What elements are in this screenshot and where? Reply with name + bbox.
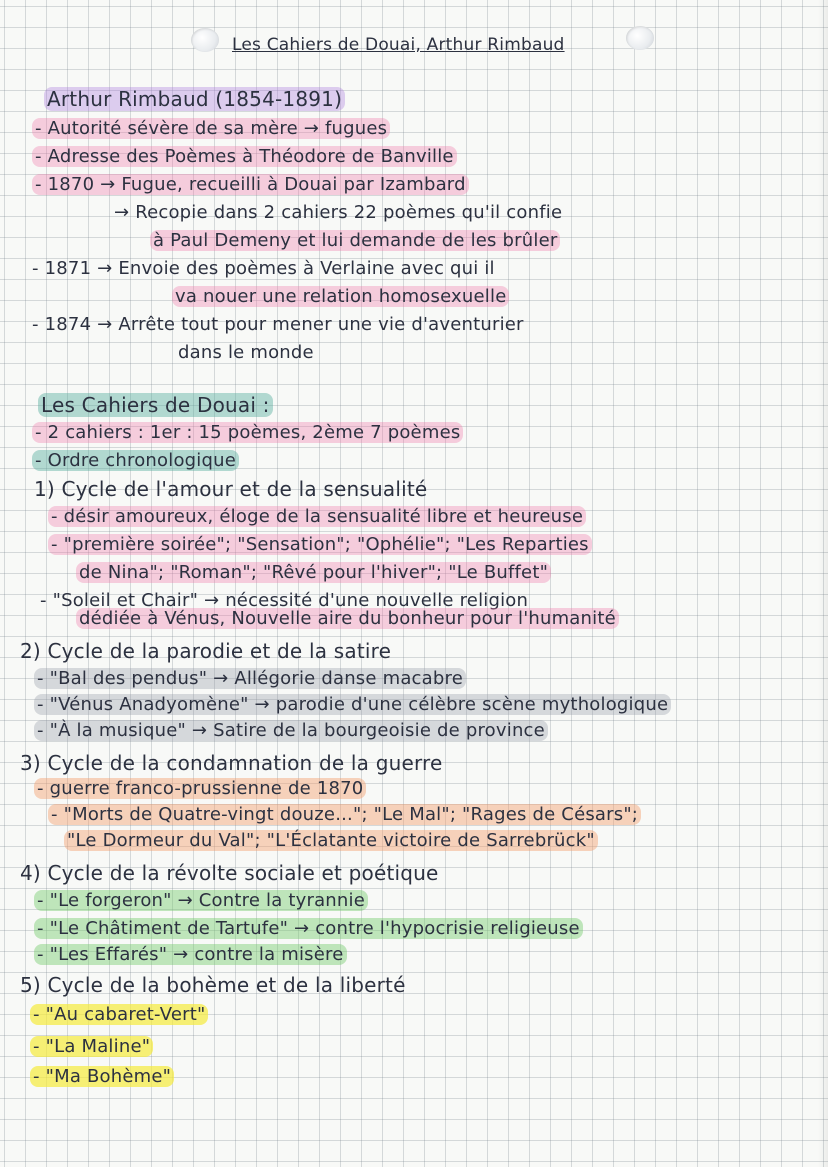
cycle-3-line-2 bbox=[48, 804, 641, 826]
cahiers-item-2 bbox=[32, 450, 239, 472]
cycle-3-heading-text: 3) Cycle de la condamnation de la guerre bbox=[20, 751, 443, 775]
cycle-5-line-1-text: - "Au cabaret-Vert" bbox=[30, 1004, 208, 1025]
cycle-4-line-3 bbox=[34, 944, 347, 966]
bio-item-6-text: - 1871 → Envoie des poèmes à Verlaine avec qui il bbox=[32, 258, 495, 279]
bio-item-5-text: à Paul Demeny et lui demande de les brûler bbox=[150, 230, 560, 251]
bio-item-2 bbox=[32, 146, 457, 168]
cycle-5-heading bbox=[20, 974, 406, 996]
bio-item-2-text: - Adresse des Poèmes à Théodore de Banville bbox=[32, 146, 457, 167]
cycle-1-line-1-text: - désir amoureux, éloge de la sensualité libre et heureuse bbox=[48, 506, 586, 527]
cycle-2-line-1-text: - "Bal des pendus" → Allégorie danse macabre bbox=[34, 668, 466, 689]
cycle-2-heading-text: 2) Cycle de la parodie et de la satire bbox=[20, 639, 392, 663]
cycle-2-line-2 bbox=[34, 694, 671, 716]
cycle-3-line-1 bbox=[34, 778, 366, 800]
cycle-1-line-3 bbox=[76, 562, 551, 584]
cycle-3-line-3-text: "Le Dormeur du Val"; "L'Éclatante victoire de Sarrebrück" bbox=[64, 830, 598, 851]
cycle-4-heading-text: 4) Cycle de la révolte sociale et poétique bbox=[20, 861, 439, 885]
cycle-2-line-3-text: - "À la musique" → Satire de la bourgeoisie de province bbox=[34, 720, 548, 741]
cycle-2-heading bbox=[20, 640, 391, 662]
bio-item-3-text: - 1870 → Fugue, recueilli à Douai par Izambard bbox=[32, 174, 469, 195]
cycle-2-line-2-text: - "Vénus Anadyomène" → parodie d'une célèbre scène mythologique bbox=[34, 694, 671, 715]
cycle-1-line-3-text: de Nina"; "Roman"; "Rêvé pour l'hiver"; "Le Buffet" bbox=[76, 562, 551, 583]
bio-item-9 bbox=[178, 342, 314, 364]
cycle-3-line-1-text: - guerre franco-prussienne de 1870 bbox=[34, 778, 366, 799]
bio-item-7 bbox=[172, 286, 509, 308]
cycle-4-line-1-text: - "Le forgeron" → Contre la tyrannie bbox=[34, 890, 368, 911]
bio-item-4 bbox=[114, 202, 562, 224]
cycle-4-line-3-text: - "Les Effarés" → contre la misère bbox=[34, 944, 347, 965]
cycle-4-line-1 bbox=[34, 890, 368, 912]
bio-item-7-text: va nouer une relation homosexuelle bbox=[172, 286, 509, 307]
bio-item-3 bbox=[32, 174, 469, 196]
cahiers-item-1 bbox=[32, 422, 463, 444]
bio-heading-text: Arthur Rimbaud (1854-1891) bbox=[44, 87, 345, 111]
cycle-3-heading bbox=[20, 752, 443, 774]
cycle-5-line-1 bbox=[30, 1004, 208, 1026]
bio-item-6 bbox=[32, 258, 495, 280]
page-edge-shadow bbox=[818, 0, 828, 1167]
cahiers-heading-text: Les Cahiers de Douai : bbox=[38, 393, 273, 417]
cahiers-heading bbox=[38, 394, 273, 416]
bio-item-9-text: dans le monde bbox=[178, 342, 314, 363]
cycle-1-line-1 bbox=[48, 506, 586, 528]
page-title: Les Cahiers de Douai, Arthur Rimbaud bbox=[232, 35, 565, 55]
cycle-2-line-1 bbox=[34, 668, 466, 690]
cycle-1-line-5 bbox=[76, 608, 619, 630]
bio-item-4-text: → Recopie dans 2 cahiers 22 poèmes qu'il confie bbox=[114, 202, 563, 223]
cycle-5-line-3 bbox=[30, 1066, 174, 1088]
bio-item-5 bbox=[150, 230, 560, 252]
cycle-1-line-4-text: - "Soleil et Chair" → nécessité d'une nouvelle religion bbox=[40, 590, 529, 611]
cycle-3-line-3 bbox=[64, 830, 598, 852]
binder-hole-left bbox=[191, 28, 219, 52]
cycle-5-heading-text: 5) Cycle de la bohème et de la liberté bbox=[20, 973, 406, 997]
bio-heading bbox=[44, 88, 345, 110]
cahiers-item-2-text: - Ordre chronologique bbox=[32, 450, 239, 471]
bio-item-1-text: - Autorité sévère de sa mère → fugues bbox=[32, 118, 390, 139]
cycle-4-line-2-text: - "Le Châtiment de Tartufe" → contre l'hypocrisie religieuse bbox=[34, 918, 583, 939]
cycle-1-line-5-text: dédiée à Vénus, Nouvelle aire du bonheur pour l'humanité bbox=[76, 608, 619, 629]
cycle-1-heading bbox=[34, 478, 427, 500]
cycle-1-line-2-text: - "première soirée"; "Sensation"; "Ophélie"; "Les Reparties bbox=[48, 534, 592, 555]
cycle-2-line-3 bbox=[34, 720, 548, 742]
cycle-1-line-2 bbox=[48, 534, 592, 556]
cycle-4-heading bbox=[20, 862, 439, 884]
cycle-3-line-2-text: - "Morts de Quatre-vingt douze..."; "Le Mal"; "Rages de Césars"; bbox=[48, 804, 641, 825]
cycle-5-line-2 bbox=[30, 1036, 153, 1058]
bio-item-8 bbox=[32, 314, 524, 336]
cycle-4-line-2 bbox=[34, 918, 583, 940]
bio-item-8-text: - 1874 → Arrête tout pour mener une vie d'aventurier bbox=[32, 314, 524, 335]
cahiers-item-1-text: - 2 cahiers : 1er : 15 poèmes, 2ème 7 poèmes bbox=[32, 422, 463, 443]
cycle-1-heading-text: 1) Cycle de l'amour et de la sensualité bbox=[34, 477, 428, 501]
binder-hole-right bbox=[626, 26, 654, 50]
bio-item-1 bbox=[32, 118, 390, 140]
cycle-5-line-3-text: - "Ma Bohème" bbox=[30, 1066, 174, 1087]
cycle-5-line-2-text: - "La Maline" bbox=[30, 1036, 153, 1057]
